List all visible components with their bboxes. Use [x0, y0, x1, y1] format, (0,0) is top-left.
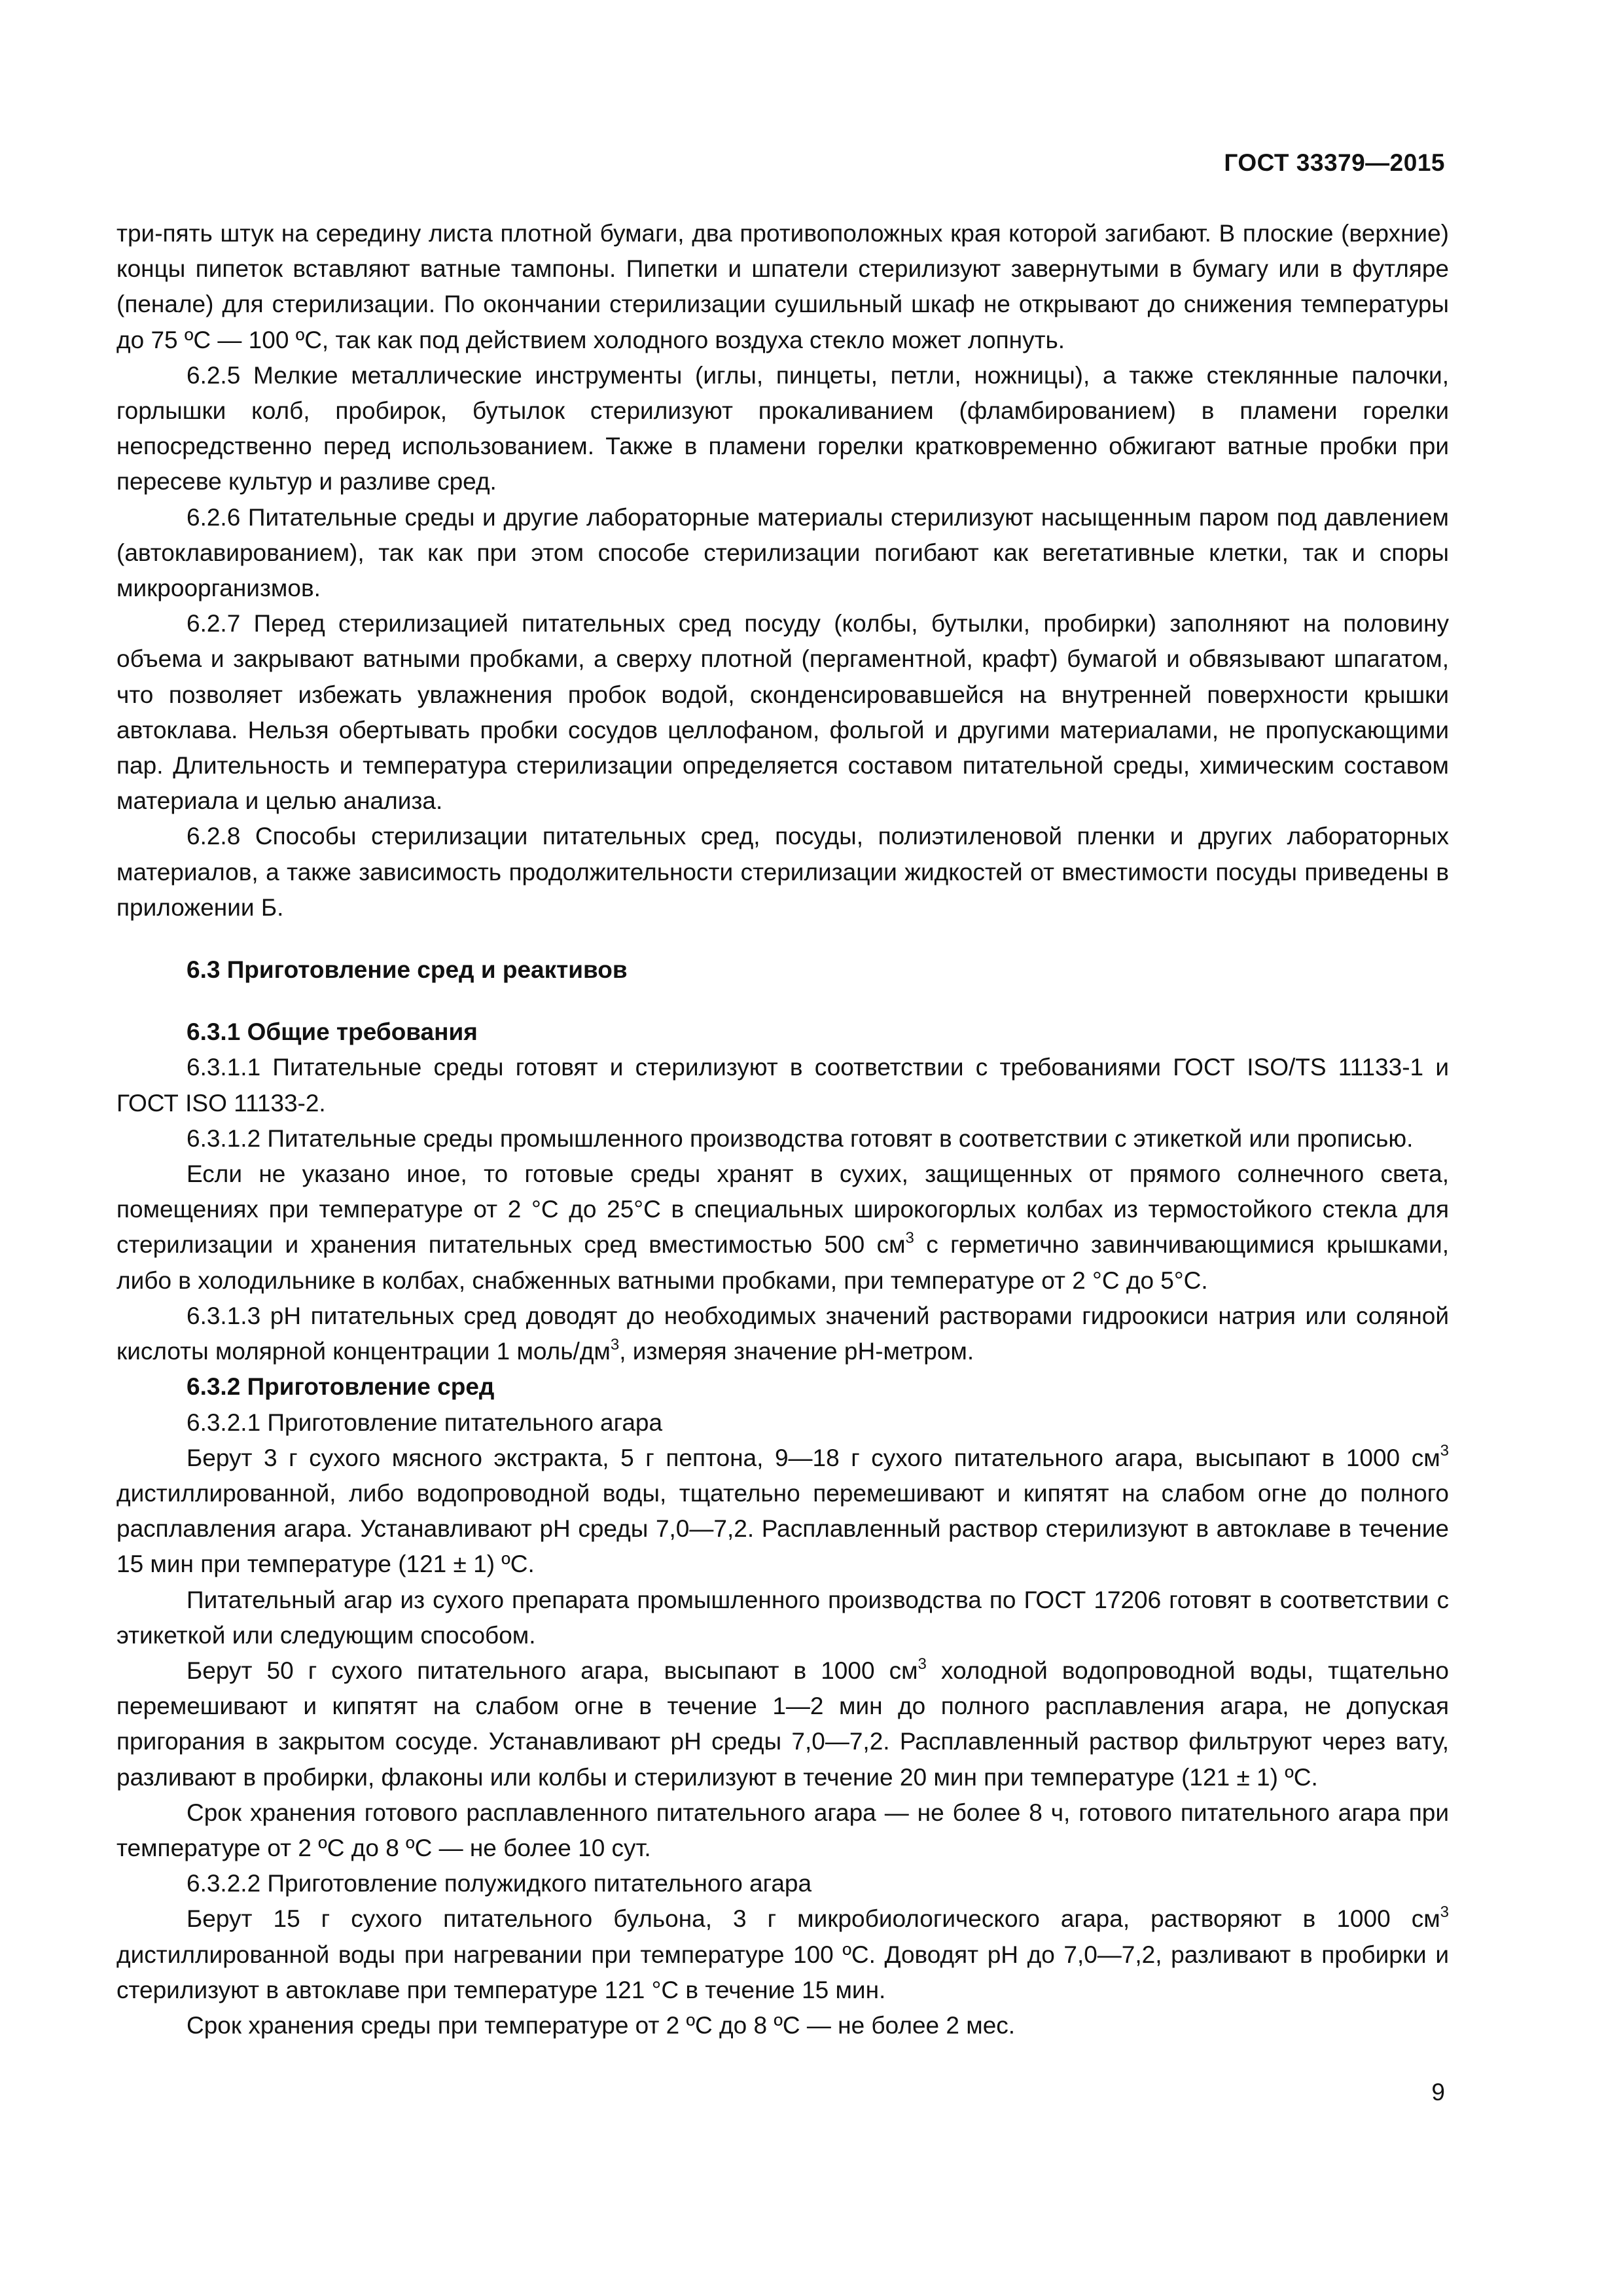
text-run: Берут 50 г сухого питательного агара, высыпают в 1000 см [187, 1657, 918, 1684]
superscript: 3 [1440, 1903, 1449, 1922]
text-run: Берут 3 г сухого мясного экстракта, 5 г пептона, 9—18 г сухого питательного агара, высыпают в 1000 см [187, 1444, 1440, 1471]
text-run: Если не указано иное, то готовые среды хранят в сухих, защищенных от прямого солнечного света, помещениях при температуре от 2 °С до 25°С в специальных широкогорлых колбах из термостойкого стекла для стерилизации и хранения питательных сред вместимостью 500 см [116, 1160, 1449, 1259]
superscript: 3 [1440, 1442, 1449, 1460]
paragraph-6-2-6: 6.2.6 Питательные среды и другие лабораторные материалы стерилизуют насыщенным паром под давлением (автоклавированием), так как при этом способе стерилизации погибают как вегетативные клетки, так и споры микроорганизмов. [116, 503, 1449, 602]
text-run: дистиллированной, либо водопроводной воды, тщательно перемешивают и кипятят на слабом огне до полного расплавления агара. Устанавливают рН среды 7,0—7,2. Расплавленный раствор стерилизуют в автоклаве в течение 15 мин при температуре (121 ± 1) ºС. [116, 1479, 1449, 1578]
paragraph-storage [116, 1157, 1449, 1299]
paragraph-6-3-1-2: 6.3.1.2 Питательные среды промышленного производства готовят в соответствии с этикеткой или прописью. [187, 1124, 1414, 1152]
paragraph-6-3-1-3 [116, 1299, 1449, 1369]
paragraph-6-2-5: 6.2.5 Мелкие металлические инструменты (иглы, пинцеты, петли, ножницы), а также стеклянные палочки, горлышки колб, пробирок, бутылок стерилизуют прокаливанием (фламбированием) в пламени горелки непосредственно перед использованием. Также в пламени горелки кратковременно обжигают ватные пробки при пересеве культур и разливе сред. [116, 361, 1449, 495]
text-run: 6.3.1.3 рН питательных сред доводят до необходимых значений растворами гидроокиси натрия или соляной кислоты молярной концентрации 1 моль/дм [116, 1302, 1449, 1365]
superscript: 3 [610, 1335, 620, 1354]
paragraph-6-3-2-2: 6.3.2.2 Приготовление полужидкого питательного агара [187, 1870, 812, 1897]
paragraph-intro: три-пять штук на середину листа плотной бумаги, два противоположных края которой загибают. В плоские (верхние) концы пипеток вставляют ватные тампоны. Пипетки и шпатели стерилизуют завернутыми в бумагу или в футляре (пенале) для стерилизации. По окончании стерилизации сушильный шкаф не открывают до снижения температуры до 75 ºС — 100 ºС, так как под действием холодного воздуха стекло может лопнуть. [116, 220, 1449, 353]
paragraph-6-3-1-1: 6.3.1.1 Питательные среды готовят и стерилизуют в соответствии с требованиями ГОСТ ISO/TS 11133-1 и ГОСТ ISO 11133-2. [116, 1054, 1449, 1117]
text-run: холодной водопроводной воды, тщательно перемешивают и кипятят на слабом огне в течение 1—2 мин до полного расплавления агара, не допуская пригорания в закрытом сосуде. Устанавливают рН среды 7,0—7,2. Расплавленный раствор фильтруют через вату, разливают в пробирки, флаконы или колбы и стерилизуют в течение 20 мин при температуре (121 ± 1) ºС. [116, 1657, 1449, 1791]
paragraph-shelf-life-1: Срок хранения готового расплавленного питательного агара — не более 8 ч, готового питательного агара при температуре от 2 ºС до 8 ºС — не более 10 сут. [116, 1799, 1449, 1861]
text-run: , измеряя значение рН-метром. [619, 1338, 974, 1365]
page-number: 9 [1431, 2079, 1445, 2106]
section-heading-6-3: 6.3 Приготовление сред и реактивов [187, 956, 628, 984]
subsection-heading-6-3-2: 6.3.2 Приготовление сред [187, 1373, 495, 1401]
paragraph-6-2-7: 6.2.7 Перед стерилизацией питательных сред посуду (колбы, бутылки, пробирки) заполняют на половину объема и закрывают ватными пробками, а сверху плотной (пергаментной, крафт) бумагой и обвязывают шпагатом, что позволяет избежать увлажнения пробок водой, сконденсировавшейся на внутренней поверхности крышки автоклава. Нельзя обертывать пробки сосудов целлофаном, фольгой и другими материалами, не пропускающими пар. Длительность и температура стерилизации определяется составом питательной среды, химическим составом материала и целью анализа. [116, 610, 1449, 815]
paragraph-shelf-life-2: Срок хранения среды при температуре от 2 ºС до 8 ºС — не более 2 мес. [187, 2011, 1016, 2039]
text-run: с герметично завинчивающимися крышками, либо в холодильнике в колбах, снабженных ватными пробками, при температуре от 2 °С до 5°С. [116, 1231, 1449, 1294]
superscript: 3 [918, 1655, 927, 1673]
paragraph-beef-agar [116, 1441, 1449, 1583]
text-run: Берут 15 г сухого питательного бульона, 3 г микробиологического агара, растворяют в 1000 см [187, 1905, 1440, 1933]
text-run: дистиллированной воды при нагревании при температуре 100 ºС. Доводят рН до 7,0—7,2, разливают в пробирки и стерилизуют в автоклаве при температуре 121 °С в течение 15 мин. [116, 1941, 1449, 2003]
paragraph-6-2-8: 6.2.8 Способы стерилизации питательных сред, посуды, полиэтиленовой пленки и других лабораторных материалов, а также зависимость продолжительности стерилизации жидкостей от вместимости посуды приведены в приложении Б. [116, 823, 1449, 921]
document-id: ГОСТ 33379—2015 [1224, 149, 1445, 176]
superscript: 3 [905, 1229, 914, 1247]
paragraph-15g-broth [116, 1901, 1449, 2008]
paragraph-dry-agar: Питательный агар из сухого препарата промышленного производства по ГОСТ 17206 готовят в соответствии с этикеткой или следующим способом. [116, 1586, 1449, 1649]
paragraph-6-3-2-1: 6.3.2.1 Приготовление питательного агара [187, 1408, 663, 1436]
subsection-heading-6-3-1: 6.3.1 Общие требования [187, 1018, 478, 1046]
paragraph-50g-agar [116, 1653, 1449, 1795]
document-body [116, 216, 1449, 2043]
